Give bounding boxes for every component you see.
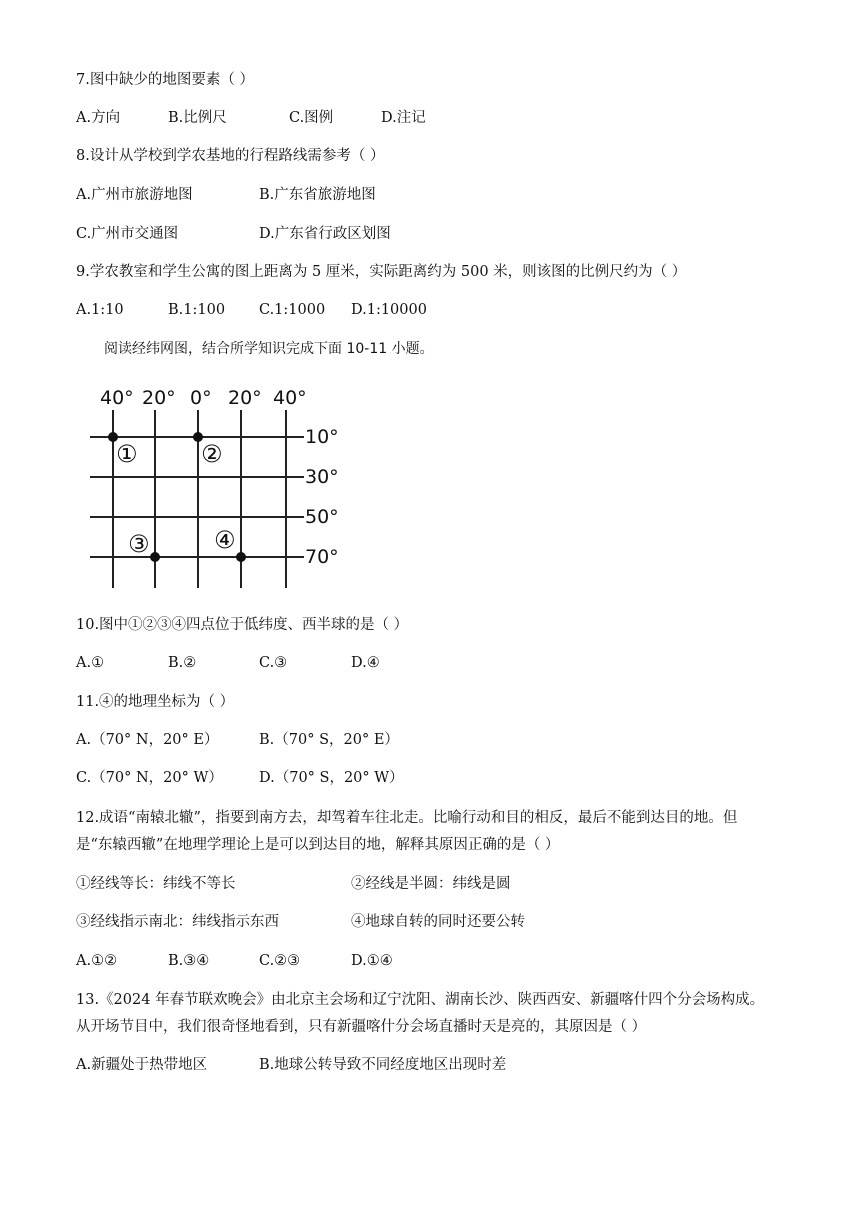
q11-stem: 11.④的地理坐标为（ ） (76, 694, 235, 710)
point-1-label: ① (116, 440, 138, 468)
point-4-dot (236, 552, 246, 562)
q13-stem-line-1: 13.《2024 年春节联欢晚会》由北京主会场和辽宁沈阳、湖南长沙、陕西西安、新疆喀什四个分会场构成。 (76, 992, 765, 1008)
point-3-dot (150, 552, 160, 562)
lon-label: 40° (273, 387, 307, 409)
q10-option-d: D.④ (351, 655, 380, 671)
q12-statement-4: ④地球自转的同时还要公转 (351, 914, 525, 930)
q9-option-a: A.1:10 (76, 302, 124, 318)
q7-option-c: C.图例 (289, 110, 334, 126)
q11-option-b: B.（70° S，20° E） (259, 732, 399, 748)
q13-stem-line-2: 从开场节目中，我们很奇怪地看到，只有新疆喀什分会场直播时天是亮的，其原因是（ ） (76, 1019, 647, 1035)
q11-option-d: D.（70° S，20° W） (259, 770, 404, 786)
lat-label: 10° (305, 426, 339, 448)
q7-option-a: A.方向 (76, 110, 121, 126)
point-4-label: ④ (214, 526, 236, 554)
q9-stem: 9.学农教室和学生公寓的图上距离为 5 厘米，实际距离约为 500 米，则该图的比例尺约为（ ） (76, 264, 687, 280)
q10-option-c: C.③ (259, 655, 288, 671)
q8-option-d: D.广东省行政区划图 (259, 226, 391, 242)
point-3-label: ③ (128, 530, 150, 558)
q12-option-a: A.①② (76, 953, 118, 969)
q12-stem-line-2: 是“东辕西辙”在地理学理论上是可以到达目的地，解释其原因正确的是（ ） (76, 837, 560, 853)
q12-statement-3: ③经线指示南北：纬线指示东西 (76, 914, 279, 930)
lat-label: 50° (305, 506, 339, 528)
q12-stem-line-1: 12.成语“南辕北辙”，指要到南方去，却驾着车往北走。比喻行动和目的相反，最后不能到达目的地。但 (76, 810, 738, 826)
q9-option-c: C.1:1000 (259, 302, 326, 318)
q11-option-c: C.（70° N，20° W） (76, 770, 223, 786)
q8-option-b: B.广东省旅游地图 (259, 187, 376, 203)
q10-stem: 10.图中①②③④四点位于低纬度、西半球的是（ ） (76, 617, 409, 633)
reading-intro: 阅读经纬网图，结合所学知识完成下面 10-11 小题。 (104, 341, 434, 357)
lon-label: 20° (142, 387, 176, 409)
q7-option-d: D.注记 (381, 110, 426, 126)
lon-label: 0° (190, 387, 212, 409)
q12-option-c: C.②③ (259, 953, 301, 969)
q12-statement-1: ①经线等长：纬线不等长 (76, 876, 236, 892)
q9-option-b: B.1:100 (168, 302, 226, 318)
q10-option-a: A.① (76, 655, 105, 671)
q12-option-b: B.③④ (168, 953, 210, 969)
q9-option-d: D.1:10000 (351, 302, 427, 318)
lat-label: 70° (305, 546, 339, 568)
lat-label: 30° (305, 466, 339, 488)
lon-label: 20° (228, 387, 262, 409)
q7-stem: 7.图中缺少的地图要素（ ） (76, 72, 254, 88)
q7-option-b: B.比例尺 (168, 110, 227, 126)
point-2-label: ② (201, 440, 223, 468)
q8-option-c: C.广州市交通图 (76, 226, 179, 242)
q8-option-a: A.广州市旅游地图 (76, 187, 193, 203)
q13-option-a: A.新疆处于热带地区 (76, 1057, 208, 1073)
q11-option-a: A.（70° N，20° E） (76, 732, 219, 748)
q12-statement-2: ②经线是半圆：纬线是圆 (351, 876, 511, 892)
lon-label: 40° (100, 387, 134, 409)
lat-lon-grid-figure (76, 380, 356, 592)
q10-option-b: B.② (168, 655, 197, 671)
q13-option-b: B.地球公转导致不同经度地区出现时差 (259, 1057, 507, 1073)
q12-option-d: D.①④ (351, 953, 393, 969)
q8-stem: 8.设计从学校到学农基地的行程路线需参考（ ） (76, 148, 385, 164)
